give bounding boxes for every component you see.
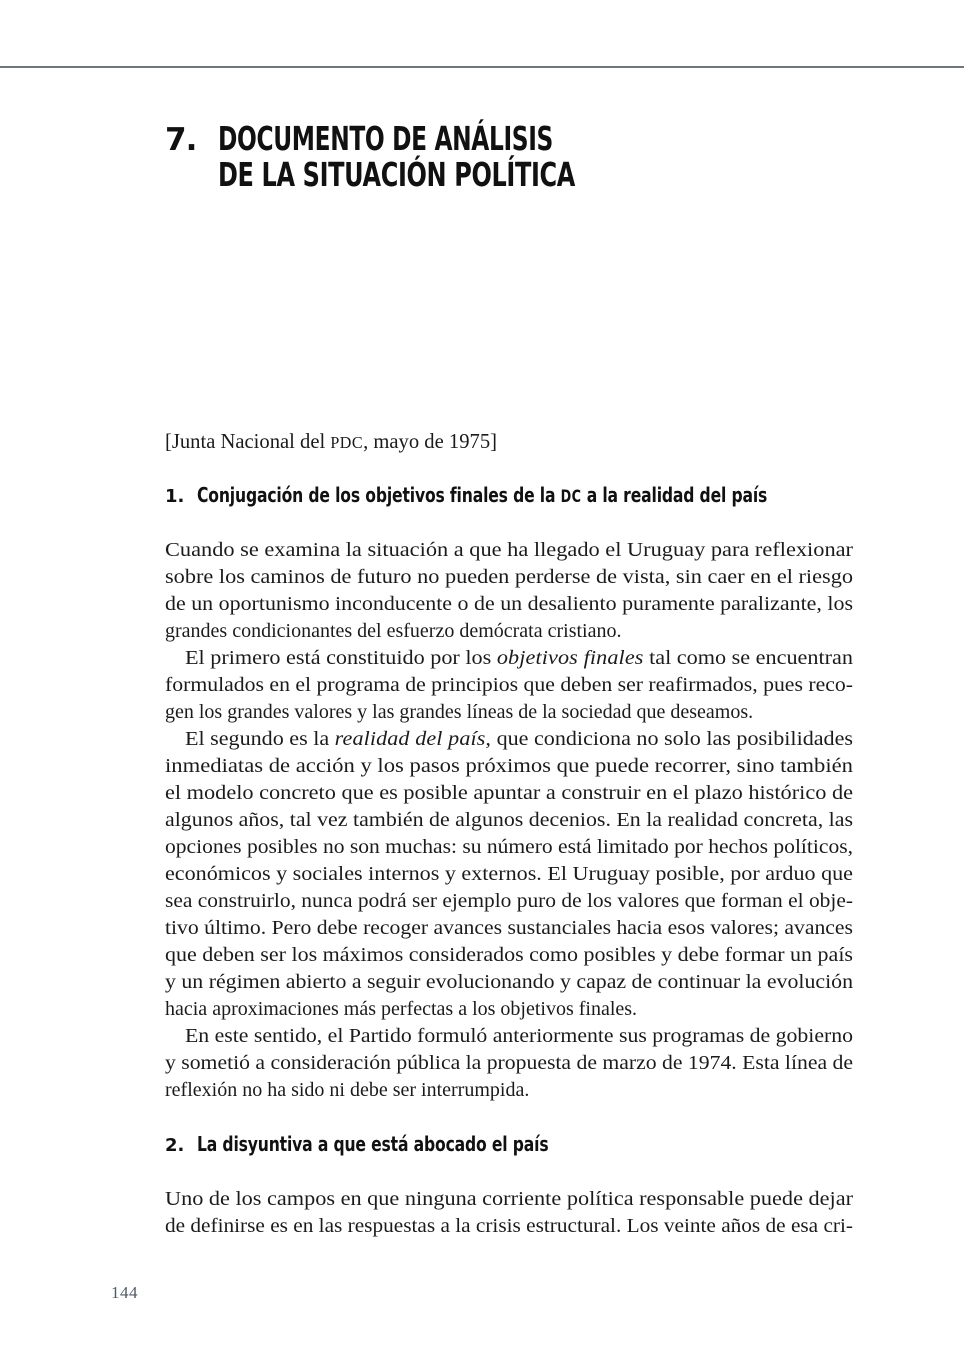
text-line: tivo último. Pero debe recoger avances sustanciales hacia esos valores; avances bbox=[165, 917, 853, 939]
text-line: y sometió a consideración pública la propuesta de marzo de 1974. Esta línea de bbox=[165, 1052, 853, 1074]
text-line: económicos y sociales internos y externos. El Uruguay posible, por arduo que bbox=[165, 863, 853, 885]
text-line: algunos años, tal vez también de algunos decenios. En la realidad concreta, las bbox=[165, 809, 853, 831]
section-heading-text: Conjugación de los objetivos finales de la DC a la realidad del país bbox=[197, 483, 768, 507]
section-number: 1. bbox=[165, 486, 185, 507]
document-byline bbox=[165, 428, 853, 455]
text-line: El primero está constituido por los objetivos finales tal como se encuentran bbox=[185, 647, 853, 669]
text-line: de un oportunismo inconducente o de un desaliento puramente paralizante, los bbox=[165, 593, 853, 615]
text-line: En este sentido, el Partido formuló anteriormente sus programas de gobierno bbox=[185, 1025, 853, 1047]
text-line: sea construirlo, nunca podrá ser ejemplo puro de los valores que forman el obje- bbox=[165, 890, 853, 912]
text-line: Cuando se examina la situación a que ha llegado el Uruguay para reflexionar bbox=[165, 539, 853, 561]
page-number: 144 bbox=[111, 1283, 138, 1302]
chapter-title-line: DE LA SITUACIÓN POLÍTICA bbox=[218, 155, 575, 194]
text-line: que deben ser los máximos considerados como posibles y debe formar un país bbox=[165, 944, 853, 966]
text-line: Uno de los campos en que ninguna corriente política responsable puede dejar bbox=[165, 1188, 853, 1210]
chapter-title-lines bbox=[218, 121, 853, 193]
text-line: gen los grandes valores y las grandes líneas de la sociedad que deseamos. bbox=[165, 701, 754, 723]
chapter-title bbox=[165, 121, 853, 193]
text-line: reflexión no ha sido ni debe ser interrumpida. bbox=[165, 1079, 530, 1101]
text-line: el modelo concreto que es posible apuntar a construir en el plazo histórico de bbox=[165, 782, 853, 804]
text-line: El segundo es la realidad del país, que condiciona no solo las posibilidades bbox=[185, 728, 854, 750]
text-line: sobre los caminos de futuro no pueden perderse de vista, sin caer en el riesgo bbox=[165, 566, 853, 588]
top-rule bbox=[0, 66, 964, 68]
chapter-number: 7. bbox=[165, 122, 197, 158]
section-heading bbox=[165, 1131, 853, 1157]
text-line: opciones posibles no son muchas: su número está limitado por hechos políticos, bbox=[165, 836, 853, 858]
section-number: 2. bbox=[165, 1135, 185, 1156]
text-line: hacia aproximaciones más perfectas a los objetivos finales. bbox=[165, 998, 638, 1020]
text-line: inmediatas de acción y los pasos próximos que puede recorrer, sino también bbox=[165, 755, 853, 777]
text-line: grandes condicionantes del esfuerzo demócrata cristiano. bbox=[165, 620, 622, 642]
chapter-title-line: DOCUMENTO DE ANÁLISIS bbox=[218, 119, 553, 158]
party-acronym: PDC bbox=[330, 433, 364, 452]
document-body bbox=[165, 482, 853, 1240]
text-line: formulados en el programa de principios que deben ser reafirmados, pues reco- bbox=[165, 674, 853, 696]
byline-text: [Junta Nacional del PDC, mayo de 1975] bbox=[165, 429, 497, 453]
text-line: y un régimen abierto a seguir evolucionando y capaz de continuar la evolución bbox=[165, 971, 853, 993]
text-line: de definirse es en las respuestas a la crisis estructural. Los veinte años de esa cri- bbox=[165, 1215, 853, 1237]
section-heading bbox=[165, 482, 853, 508]
section-heading-text: La disyuntiva a que está abocado el país bbox=[197, 1132, 549, 1156]
